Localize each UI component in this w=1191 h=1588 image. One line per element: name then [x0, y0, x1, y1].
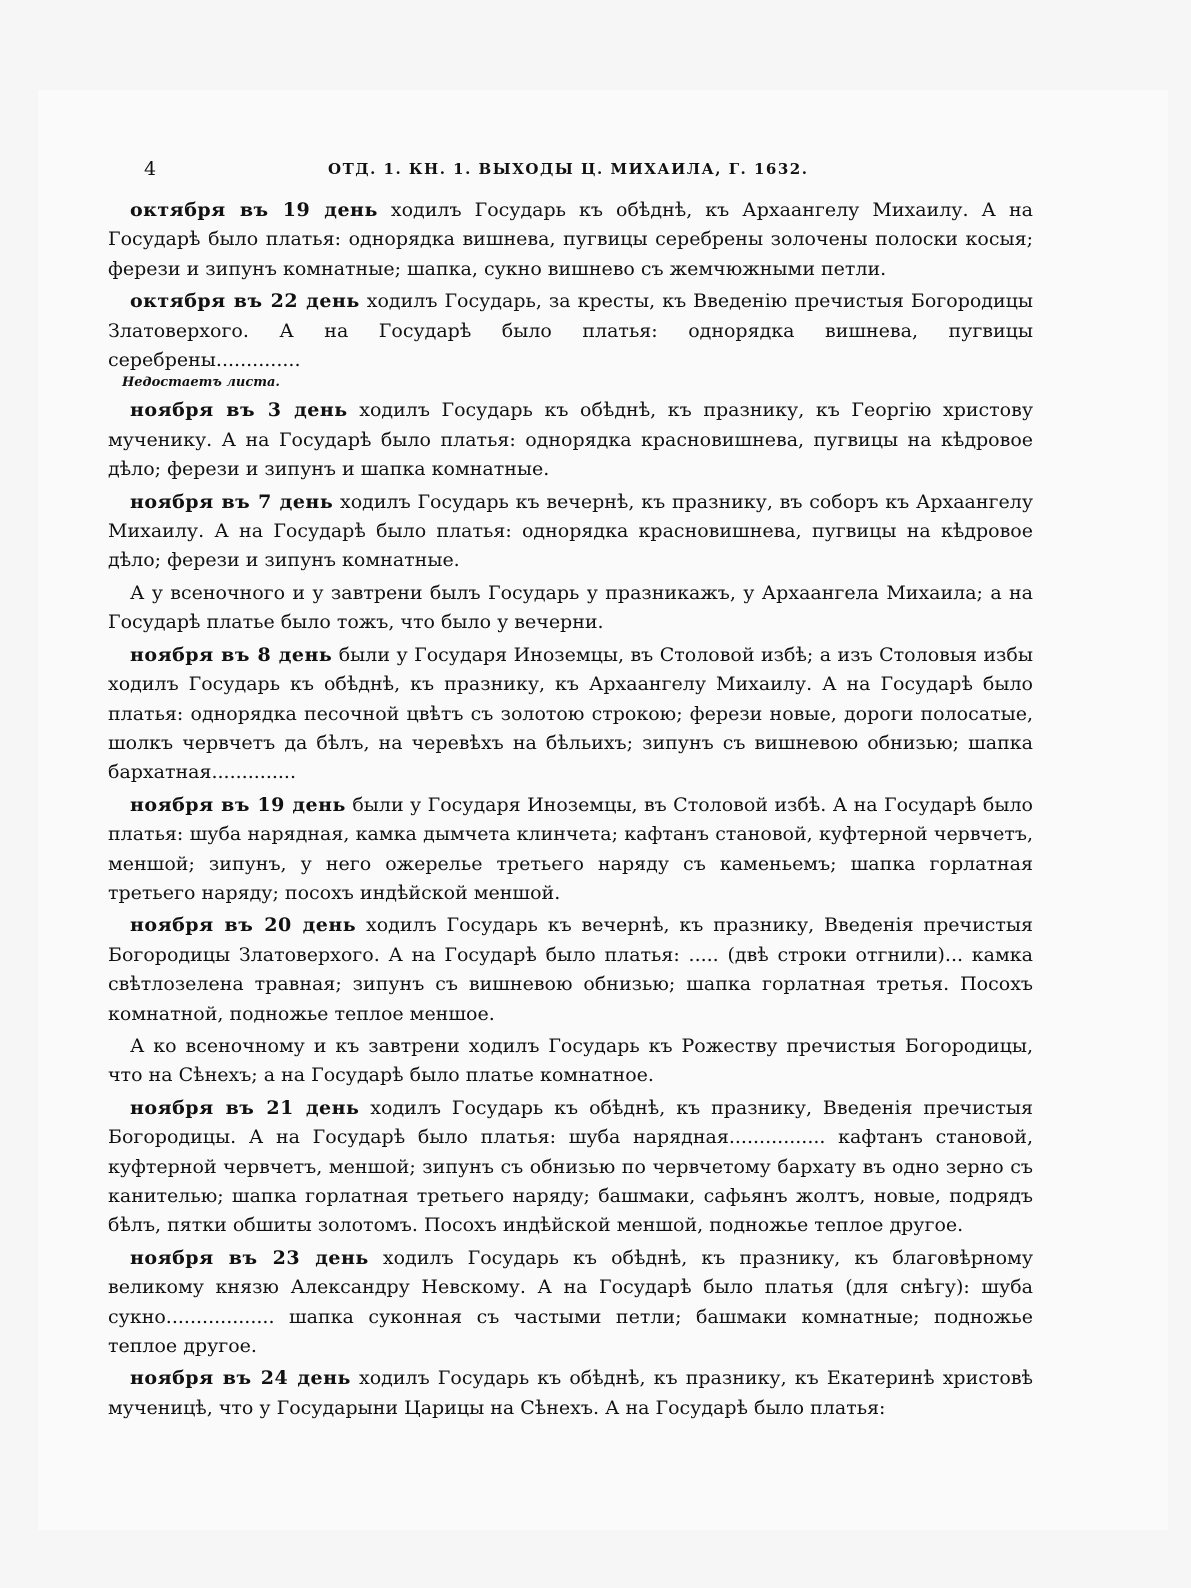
entry-text: А у всеночного и у завтрени былъ Государь у празникажъ, у Архаангела Михаила; а на Государѣ платье было тожъ, что было у вечерни.: [108, 581, 1033, 634]
paragraph-nov-19: [108, 791, 1033, 909]
entry-date: ноября въ 24 день: [130, 1367, 351, 1390]
entry-date: октября въ 19 день: [130, 199, 378, 221]
body-text: [108, 196, 1033, 1426]
paragraph-nov-24: [108, 1364, 1033, 1423]
entry-date: ноября въ 20 день: [130, 914, 357, 937]
entry-date: октября въ 22 день: [130, 290, 360, 313]
entry-text: ходилъ Государь къ обѣднѣ, къ празнику, къ Георгію христову мученику. А на Государѣ было платья: однорядка красновишнева, пугвицы на кѣдровое дѣло; ферези и зипунъ и шапка комнатные.: [108, 399, 1033, 481]
running-head: ОТД. 1. КН. 1. ВЫХОДЫ Ц. МИХАИЛА, Г. 1632.: [328, 160, 809, 178]
paragraph-nov-7: [108, 488, 1033, 576]
entry-text: ходилъ Государь къ обѣднѣ, къ празнику, Введенія пречистыя Богородицы. А на Государѣ было платья: шуба нарядная................ кафтанъ становой, куфтерной червчетъ, меншой; зипунъ съ обнизью по червчетому бархату въ одно зерно съ канителью; шапка горлатная третьего наряду; башмаки, сафьянъ жолтъ, новые, подрядъ бѣлъ, пятки обшиты золотомъ. Посохъ индѣйской меншой, подножье теплое другое.: [108, 1096, 1033, 1237]
entry-text: были у Государя Иноземцы, въ Столовой избѣ; а изъ Столовыя избы ходилъ Государь къ обѣднѣ, къ празнику, къ Архаангелу Михаилу. А на Государѣ было платья: однорядка песочной цвѣтъ съ золотою строкою; ферези новые, дороги полосатые, шолкъ червчетъ да бѣлъ, на черевѣхъ на бѣльихъ; зипунъ съ вишневою обнизью; шапка бархатная..............: [108, 643, 1033, 784]
entry-text: ходилъ Государь къ вечернѣ, къ празнику, въ соборъ къ Архаангелу Михаилу. А на Государѣ было платья: однорядка красновишнева, пугвицы на кѣдровое дѣло; ферези и зипунъ комнатные.: [108, 490, 1033, 572]
paragraph-nov-20: [108, 911, 1033, 1029]
entry-text: ходилъ Государь къ обѣднѣ, къ Архаангелу Михаилу. А на Государѣ было платья: однорядка вишнева, пугвицы серебрены золочены полоски косыя; ферези и зипунъ комнатные; шапка, сукно вишнево съ жемчюжными петли.: [108, 199, 1033, 280]
paragraph-oct-19: [108, 196, 1033, 284]
entry-date: ноября въ 8 день: [130, 643, 333, 666]
entry-date: ноября въ 7 день: [130, 490, 334, 513]
entry-date: ноября въ 19 день: [130, 793, 346, 816]
entry-date: ноября въ 3 день: [130, 399, 348, 422]
entry-text: ходилъ Государь къ обѣднѣ, къ празнику, къ благовѣрному великому князю Александру Невскому. А на Государѣ было платья (для снѣгу): шуба сукно.................. шапка суконная съ частыми петли; башмаки комнатные; подножье теплое другое.: [108, 1246, 1033, 1358]
entry-date: ноября въ 23 день: [130, 1246, 369, 1269]
paragraph-oct-22: [108, 287, 1033, 375]
entry-text: были у Государя Иноземцы, въ Столовой избѣ. А на Государѣ было платья: шуба нарядная, камка дымчета клинчета; кафтанъ становой, куфтерной червчетъ, меншой; зипунъ, у него ожерелье третьего наряду съ каменьемъ; шапка горлатная третьего наряду; посохъ индѣйской меншой.: [108, 793, 1033, 904]
paragraph-nov-8: [108, 641, 1033, 788]
missing-leaf-note: Недостаетъ листа.: [122, 375, 280, 391]
paragraph-nov-3: [108, 396, 1033, 484]
paragraph-nov-7-vigil: [108, 579, 1033, 638]
entry-text: ходилъ Государь, за кресты, къ Введенію пречистыя Богородицы Златоверхого. А на Государѣ было платья: однорядка вишнева, пугвицы серебрены..............: [108, 290, 1033, 372]
entry-date: ноября въ 21 день: [130, 1096, 360, 1119]
paragraph-nov-20-vigil: [108, 1032, 1033, 1091]
entry-text: ходилъ Государь къ обѣднѣ, къ празнику, къ Екатеринѣ христовѣ мученицѣ, что у Государыни Царицы на Сѣнехъ. А на Государѣ было платья:: [108, 1367, 1033, 1419]
entry-text: ходилъ Государь къ вечернѣ, къ празнику, Введенія пречистыя Богородицы Златоверхого. А на Государѣ было платья: ..... (двѣ строки отгнили)... камка свѣтлозелена травная; зипунъ съ вишневою обнизью; шапка горлатная третья. Посохъ комнатной, подножье теплое меншое.: [108, 914, 1033, 1025]
paragraph-nov-21: [108, 1094, 1033, 1241]
paragraph-nov-23: [108, 1244, 1033, 1362]
entry-text: А ко всеночному и къ завтрени ходилъ Государь къ Рожеству пречистыя Богородицы, что на Сѣнехъ; а на Государѣ было платье комнатное.: [108, 1034, 1033, 1087]
page-number: 4: [144, 158, 157, 180]
page-header: [108, 152, 1108, 192]
